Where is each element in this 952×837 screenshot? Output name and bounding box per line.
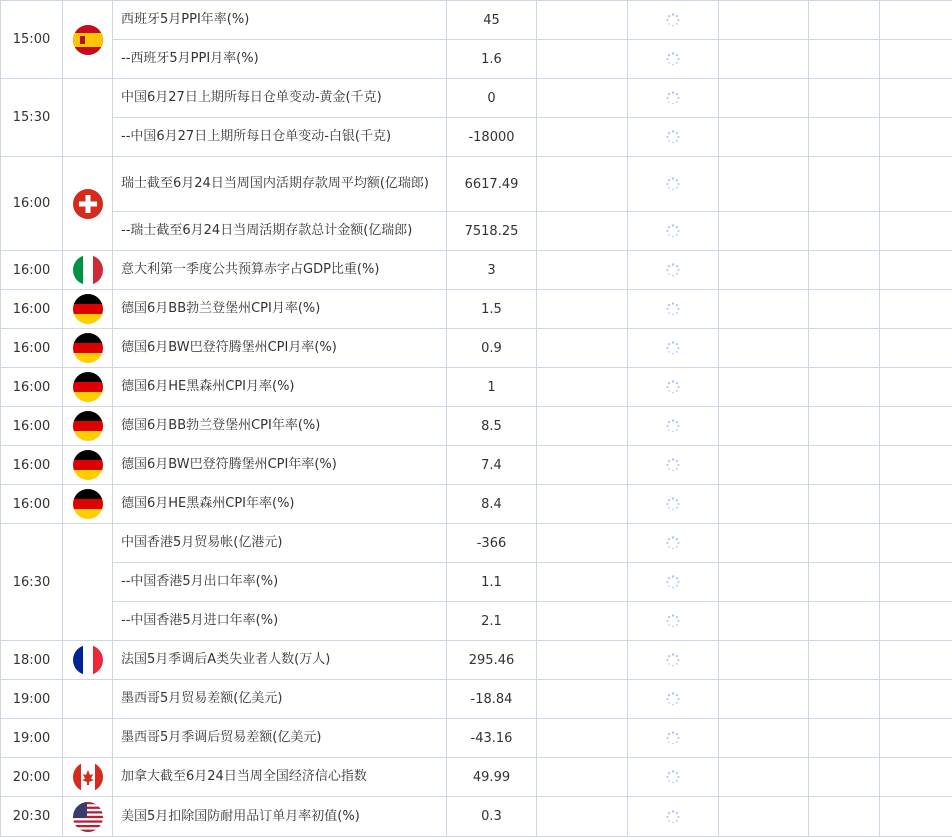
indicator-name: 瑞士截至6月24日当周国内活期存款周平均额(亿瑞郎) <box>113 157 447 212</box>
previous-value: 0.3 <box>447 797 537 837</box>
previous-value: -366 <box>447 524 537 563</box>
indicator-name: 德国6月BB勃兰登堡州CPI年率(%) <box>113 407 447 446</box>
event-time: 16:00 <box>1 157 63 251</box>
country-flag-cell <box>63 79 113 157</box>
table-row <box>1 524 952 563</box>
actual-value-cell <box>628 563 719 602</box>
importance-cell <box>809 758 880 797</box>
country-flag-cell <box>63 329 113 368</box>
actual-value-cell <box>628 680 719 719</box>
event-time: 16:00 <box>1 446 63 485</box>
interpretation-cell <box>880 118 952 157</box>
country-flag-cell <box>63 719 113 758</box>
actual-value-cell <box>628 79 719 118</box>
loading-spinner-icon <box>666 536 680 551</box>
indicator-name: --中国6月27日上期所每日仓单变动-白银(千克) <box>113 118 447 157</box>
importance-cell <box>809 602 880 641</box>
impact-cell <box>719 212 809 251</box>
impact-cell <box>719 485 809 524</box>
forecast-value <box>537 797 628 837</box>
importance-cell <box>809 290 880 329</box>
forecast-value <box>537 524 628 563</box>
table-row <box>1 680 952 719</box>
event-time: 16:00 <box>1 485 63 524</box>
impact-cell <box>719 524 809 563</box>
table-row <box>1 446 952 485</box>
italy-flag-icon <box>73 255 103 285</box>
actual-value-cell <box>628 251 719 290</box>
previous-value: 7518.25 <box>447 212 537 251</box>
forecast-value <box>537 251 628 290</box>
loading-spinner-icon <box>666 341 680 356</box>
indicator-name: --中国香港5月进口年率(%) <box>113 602 447 641</box>
indicator-name: --中国香港5月出口年率(%) <box>113 563 447 602</box>
event-time: 15:30 <box>1 79 63 157</box>
actual-value-cell <box>628 485 719 524</box>
importance-cell <box>809 212 880 251</box>
impact-cell <box>719 329 809 368</box>
forecast-value <box>537 118 628 157</box>
forecast-value <box>537 485 628 524</box>
table-row <box>1 368 952 407</box>
germany-flag-icon <box>73 489 103 519</box>
country-flag-cell <box>63 758 113 797</box>
forecast-value <box>537 641 628 680</box>
germany-flag-icon <box>73 372 103 402</box>
impact-cell <box>719 118 809 157</box>
interpretation-cell <box>880 329 952 368</box>
previous-value: 1.5 <box>447 290 537 329</box>
previous-value: 8.5 <box>447 407 537 446</box>
event-time: 19:00 <box>1 719 63 758</box>
importance-cell <box>809 329 880 368</box>
interpretation-cell <box>880 290 952 329</box>
actual-value-cell <box>628 1 719 40</box>
loading-spinner-icon <box>666 177 680 192</box>
event-time: 16:00 <box>1 368 63 407</box>
table-row <box>1 40 952 79</box>
importance-cell <box>809 485 880 524</box>
indicator-name: 法国5月季调后A类失业者人数(万人) <box>113 641 447 680</box>
forecast-value <box>537 212 628 251</box>
impact-cell <box>719 407 809 446</box>
germany-flag-icon <box>73 294 103 324</box>
impact-cell <box>719 563 809 602</box>
actual-value-cell <box>628 524 719 563</box>
interpretation-cell <box>880 1 952 40</box>
indicator-name: 中国香港5月贸易帐(亿港元) <box>113 524 447 563</box>
actual-value-cell <box>628 641 719 680</box>
country-flag-cell <box>63 680 113 719</box>
event-time: 16:00 <box>1 290 63 329</box>
interpretation-cell <box>880 602 952 641</box>
forecast-value <box>537 368 628 407</box>
actual-value-cell <box>628 212 719 251</box>
table-row <box>1 251 952 290</box>
importance-cell <box>809 118 880 157</box>
impact-cell <box>719 40 809 79</box>
country-flag-cell <box>63 407 113 446</box>
country-flag-cell <box>63 1 113 79</box>
forecast-value <box>537 79 628 118</box>
table-row <box>1 79 952 118</box>
table-row <box>1 212 952 251</box>
switzerland-flag-icon <box>73 189 103 219</box>
table-row <box>1 290 952 329</box>
previous-value: 7.4 <box>447 446 537 485</box>
indicator-name: 德国6月HE黑森州CPI年率(%) <box>113 485 447 524</box>
previous-value: 0.9 <box>447 329 537 368</box>
country-flag-cell <box>63 524 113 641</box>
forecast-value <box>537 407 628 446</box>
loading-spinner-icon <box>666 770 680 785</box>
impact-cell <box>719 157 809 212</box>
spain-flag-icon <box>73 25 103 55</box>
interpretation-cell <box>880 368 952 407</box>
france-flag-icon <box>73 645 103 675</box>
loading-spinner-icon <box>666 731 680 746</box>
previous-value: 45 <box>447 1 537 40</box>
loading-spinner-icon <box>666 224 680 239</box>
event-time: 18:00 <box>1 641 63 680</box>
indicator-name: 德国6月BW巴登符腾堡州CPI月率(%) <box>113 329 447 368</box>
interpretation-cell <box>880 524 952 563</box>
importance-cell <box>809 1 880 40</box>
loading-spinner-icon <box>666 809 680 824</box>
country-flag-cell <box>63 368 113 407</box>
actual-value-cell <box>628 329 719 368</box>
impact-cell <box>719 758 809 797</box>
impact-cell <box>719 446 809 485</box>
interpretation-cell <box>880 797 952 837</box>
previous-value: 2.1 <box>447 602 537 641</box>
impact-cell <box>719 680 809 719</box>
event-time: 20:00 <box>1 758 63 797</box>
forecast-value <box>537 680 628 719</box>
previous-value: -43.16 <box>447 719 537 758</box>
germany-flag-icon <box>73 333 103 363</box>
event-time: 16:00 <box>1 329 63 368</box>
table-row <box>1 641 952 680</box>
germany-flag-icon <box>73 411 103 441</box>
previous-value: 0 <box>447 79 537 118</box>
interpretation-cell <box>880 641 952 680</box>
impact-cell <box>719 602 809 641</box>
indicator-name: --瑞士截至6月24日当周活期存款总计金额(亿瑞郎) <box>113 212 447 251</box>
table-row <box>1 602 952 641</box>
impact-cell <box>719 641 809 680</box>
actual-value-cell <box>628 602 719 641</box>
table-row <box>1 758 952 797</box>
importance-cell <box>809 368 880 407</box>
importance-cell <box>809 563 880 602</box>
loading-spinner-icon <box>666 380 680 395</box>
loading-spinner-icon <box>666 653 680 668</box>
previous-value: 6617.49 <box>447 157 537 212</box>
event-time: 16:00 <box>1 407 63 446</box>
table-row <box>1 329 952 368</box>
loading-spinner-icon <box>666 302 680 317</box>
previous-value: 1 <box>447 368 537 407</box>
indicator-name: 加拿大截至6月24日当周全国经济信心指数 <box>113 758 447 797</box>
table-row <box>1 1 952 40</box>
actual-value-cell <box>628 758 719 797</box>
country-flag-cell <box>63 641 113 680</box>
interpretation-cell <box>880 407 952 446</box>
loading-spinner-icon <box>666 263 680 278</box>
table-row <box>1 157 952 212</box>
interpretation-cell <box>880 79 952 118</box>
event-time: 16:00 <box>1 251 63 290</box>
country-flag-cell <box>63 485 113 524</box>
actual-value-cell <box>628 290 719 329</box>
loading-spinner-icon <box>666 419 680 434</box>
indicator-name: 墨西哥5月贸易差额(亿美元) <box>113 680 447 719</box>
impact-cell <box>719 290 809 329</box>
actual-value-cell <box>628 407 719 446</box>
forecast-value <box>537 157 628 212</box>
loading-spinner-icon <box>666 13 680 28</box>
country-flag-cell <box>63 290 113 329</box>
event-time: 16:30 <box>1 524 63 641</box>
table-row <box>1 563 952 602</box>
forecast-value <box>537 446 628 485</box>
country-flag-cell <box>63 446 113 485</box>
previous-value: -18000 <box>447 118 537 157</box>
loading-spinner-icon <box>666 575 680 590</box>
importance-cell <box>809 641 880 680</box>
previous-value: 1.6 <box>447 40 537 79</box>
loading-spinner-icon <box>666 130 680 145</box>
indicator-name: 中国6月27日上期所每日仓单变动-黄金(千克) <box>113 79 447 118</box>
forecast-value <box>537 758 628 797</box>
interpretation-cell <box>880 563 952 602</box>
impact-cell <box>719 1 809 40</box>
loading-spinner-icon <box>666 91 680 106</box>
loading-spinner-icon <box>666 458 680 473</box>
forecast-value <box>537 1 628 40</box>
indicator-name: 意大利第一季度公共预算赤字占GDP比重(%) <box>113 251 447 290</box>
actual-value-cell <box>628 157 719 212</box>
country-flag-cell <box>63 157 113 251</box>
importance-cell <box>809 719 880 758</box>
table-row <box>1 407 952 446</box>
impact-cell <box>719 251 809 290</box>
importance-cell <box>809 797 880 837</box>
previous-value: 8.4 <box>447 485 537 524</box>
interpretation-cell <box>880 251 952 290</box>
event-time: 19:00 <box>1 680 63 719</box>
importance-cell <box>809 680 880 719</box>
germany-flag-icon <box>73 450 103 480</box>
interpretation-cell <box>880 680 952 719</box>
event-time: 15:00 <box>1 1 63 79</box>
forecast-value <box>537 290 628 329</box>
forecast-value <box>537 329 628 368</box>
usa-flag-icon <box>73 802 103 832</box>
forecast-value <box>537 719 628 758</box>
interpretation-cell <box>880 485 952 524</box>
table-row <box>1 797 952 837</box>
interpretation-cell <box>880 719 952 758</box>
loading-spinner-icon <box>666 497 680 512</box>
indicator-name: 德国6月HE黑森州CPI月率(%) <box>113 368 447 407</box>
actual-value-cell <box>628 368 719 407</box>
indicator-name: 美国5月扣除国防耐用品订单月率初值(%) <box>113 797 447 837</box>
interpretation-cell <box>880 758 952 797</box>
impact-cell <box>719 79 809 118</box>
importance-cell <box>809 446 880 485</box>
importance-cell <box>809 79 880 118</box>
actual-value-cell <box>628 118 719 157</box>
indicator-name: 西班牙5月PPI年率(%) <box>113 1 447 40</box>
country-flag-cell <box>63 797 113 837</box>
interpretation-cell <box>880 157 952 212</box>
actual-value-cell <box>628 797 719 837</box>
forecast-value <box>537 40 628 79</box>
interpretation-cell <box>880 446 952 485</box>
actual-value-cell <box>628 40 719 79</box>
indicator-name: 德国6月BW巴登符腾堡州CPI年率(%) <box>113 446 447 485</box>
importance-cell <box>809 407 880 446</box>
previous-value: -18.84 <box>447 680 537 719</box>
indicator-name: 墨西哥5月季调后贸易差额(亿美元) <box>113 719 447 758</box>
table-row <box>1 719 952 758</box>
canada-flag-icon <box>73 762 103 792</box>
actual-value-cell <box>628 719 719 758</box>
forecast-value <box>537 602 628 641</box>
loading-spinner-icon <box>666 614 680 629</box>
importance-cell <box>809 251 880 290</box>
table-row <box>1 485 952 524</box>
loading-spinner-icon <box>666 692 680 707</box>
country-flag-cell <box>63 251 113 290</box>
previous-value: 49.99 <box>447 758 537 797</box>
interpretation-cell <box>880 212 952 251</box>
previous-value: 3 <box>447 251 537 290</box>
actual-value-cell <box>628 446 719 485</box>
indicator-name: --西班牙5月PPI月率(%) <box>113 40 447 79</box>
impact-cell <box>719 368 809 407</box>
table-row <box>1 118 952 157</box>
forecast-value <box>537 563 628 602</box>
impact-cell <box>719 797 809 837</box>
previous-value: 295.46 <box>447 641 537 680</box>
impact-cell <box>719 719 809 758</box>
previous-value: 1.1 <box>447 563 537 602</box>
loading-spinner-icon <box>666 52 680 67</box>
importance-cell <box>809 524 880 563</box>
event-time: 20:30 <box>1 797 63 837</box>
importance-cell <box>809 40 880 79</box>
indicator-name: 德国6月BB勃兰登堡州CPI月率(%) <box>113 290 447 329</box>
importance-cell <box>809 157 880 212</box>
interpretation-cell <box>880 40 952 79</box>
